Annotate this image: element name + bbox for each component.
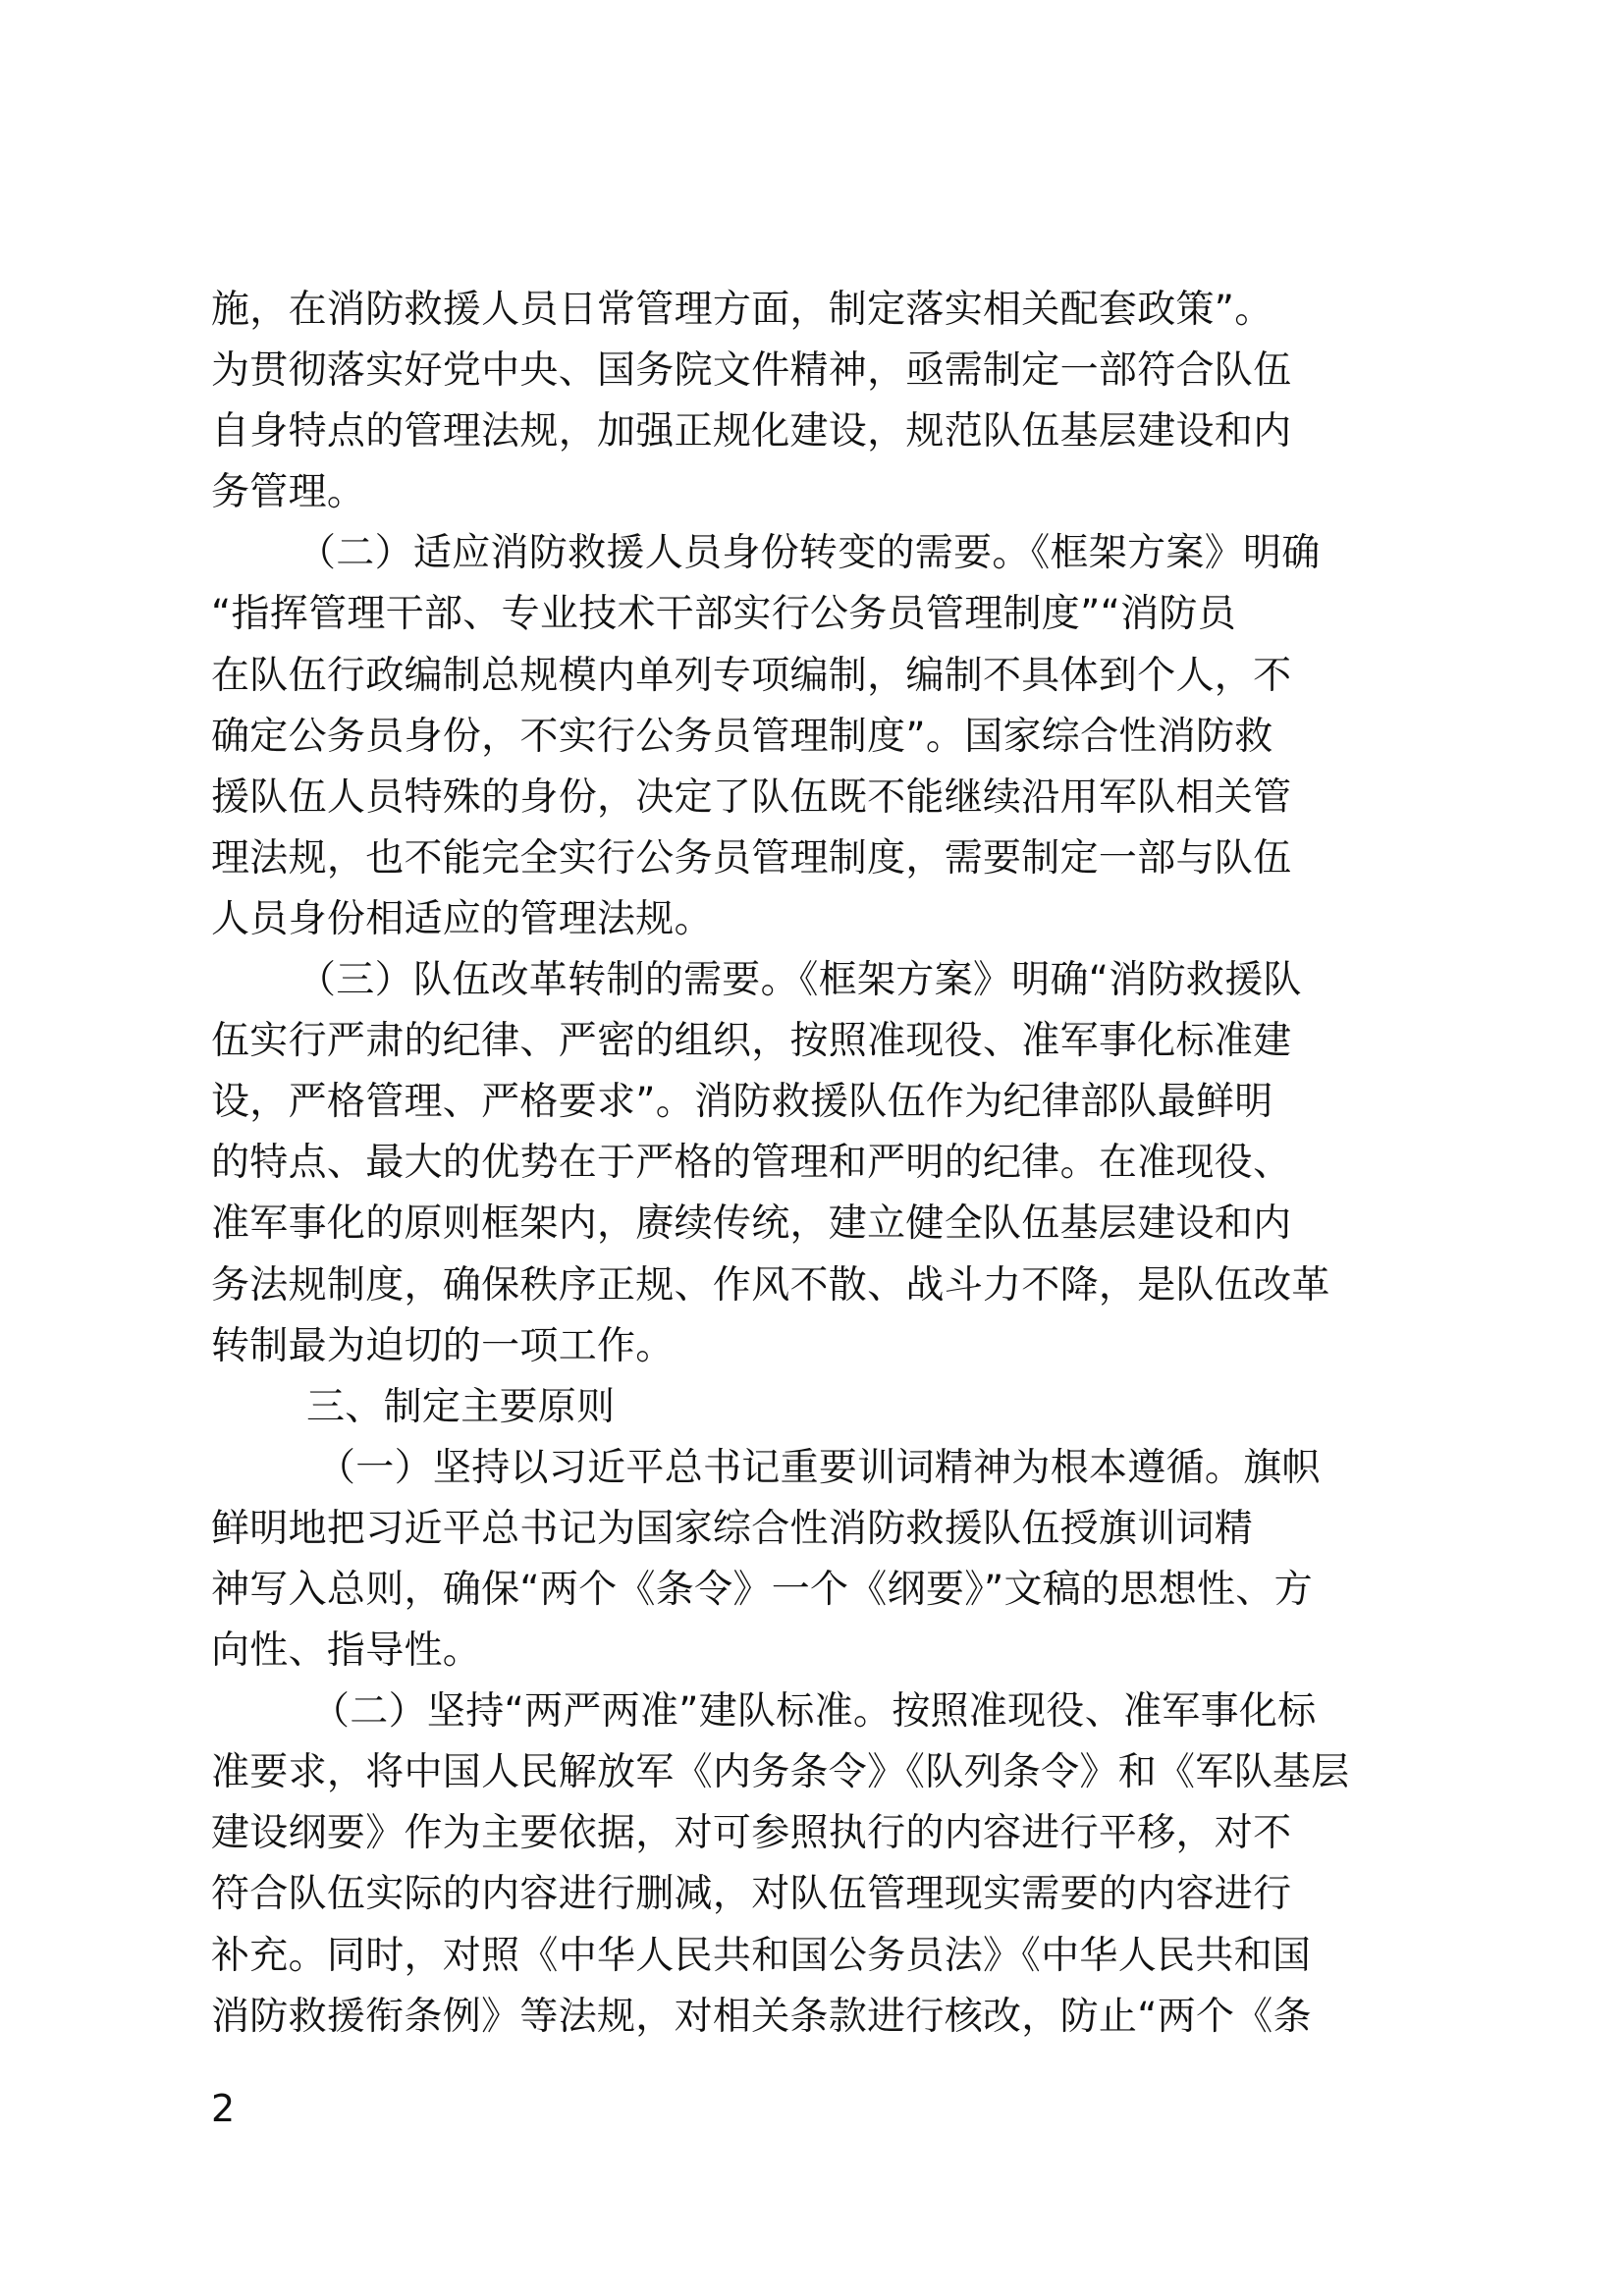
page-number: 2	[211, 2087, 236, 2130]
principle-heading-2: （二）坚持“两严两准”建队标准。按照准现役、准军事化标	[311, 1689, 1317, 1735]
body-text	[211, 280, 1434, 2145]
section-heading-2: （二）适应消防救援人员身份转变的需要。《框架方案》明确	[298, 531, 1321, 576]
text-line: 建设纲要》作为主要依据，对可参照执行的内容进行平移，对不	[211, 1811, 1292, 1856]
text-line: 自身特点的管理法规，加强正规化建设，规范队伍基层建设和内	[211, 409, 1292, 454]
text-line: 补充。同时，对照《中华人民共和国公务员法》《中华人民共和国	[211, 1933, 1312, 1978]
text-line: “指挥管理干部、专业技术干部实行公务员管理制度”“消防员	[211, 592, 1237, 637]
text-line: 消防救援衔条例》等法规，对相关条款进行核改，防止“两个《条	[211, 1994, 1312, 2039]
text-line: 理法规，也不能完全实行公务员管理制度，需要制定一部与队伍	[211, 835, 1292, 881]
text-line: 转制最为迫切的一项工作。	[211, 1323, 675, 1368]
text-line: 确定公务员身份，不实行公务员管理制度”。国家综合性消防救	[211, 714, 1273, 759]
major-heading: 三、制定主要原则	[306, 1384, 616, 1429]
text-line: 符合队伍实际的内容进行删减，对队伍管理现实需要的内容进行	[211, 1872, 1292, 1917]
text-line: 人员身份相适应的管理法规。	[211, 896, 713, 941]
text-line: 施，在消防救援人员日常管理方面，制定落实相关配套政策”。	[211, 288, 1273, 332]
text-line: 准要求，将中国人民解放军《内务条令》《队列条令》和《军队基层	[211, 1750, 1350, 1795]
section-heading-3: （三）队伍改革转制的需要。《框架方案》明确“消防救援队	[298, 958, 1302, 1003]
text-line: 鲜明地把习近平总书记为国家综合性消防救援队伍授旗训词精	[211, 1506, 1254, 1551]
text-line: 伍实行严肃的纪律、严密的组织，按照准现役、准军事化标准建	[211, 1019, 1292, 1064]
text-line: 设，严格管理、严格要求”。消防救援队伍作为纪律部队最鲜明	[211, 1080, 1273, 1125]
text-line: 为贯彻落实好党中央、国务院文件精神，亟需制定一部符合队伍	[211, 348, 1292, 394]
principle-heading-1: （一）坚持以习近平总书记重要训词精神为根本遵循。旗帜	[317, 1445, 1321, 1490]
text-line: 援队伍人员特殊的身份，决定了队伍既不能继续沿用军队相关管	[211, 774, 1292, 820]
text-line: 神写入总则，确保“两个《条令》一个《纲要》”文稿的思想性、方	[211, 1567, 1313, 1612]
text-line: 务管理。	[211, 470, 366, 515]
text-line: 在队伍行政编制总规模内单列专项编制，编制不具体到个人，不	[211, 653, 1292, 698]
text-line: 的特点、最大的优势在于严格的管理和严明的纪律。在准现役、	[211, 1141, 1292, 1186]
text-line: 务法规制度，确保秩序正规、作风不散、战斗力不降，是队伍改革	[211, 1262, 1330, 1308]
text-line: 向性、指导性。	[211, 1629, 482, 1674]
text-line: 准军事化的原则框架内，赓续传统，建立健全队伍基层建设和内	[211, 1201, 1292, 1247]
